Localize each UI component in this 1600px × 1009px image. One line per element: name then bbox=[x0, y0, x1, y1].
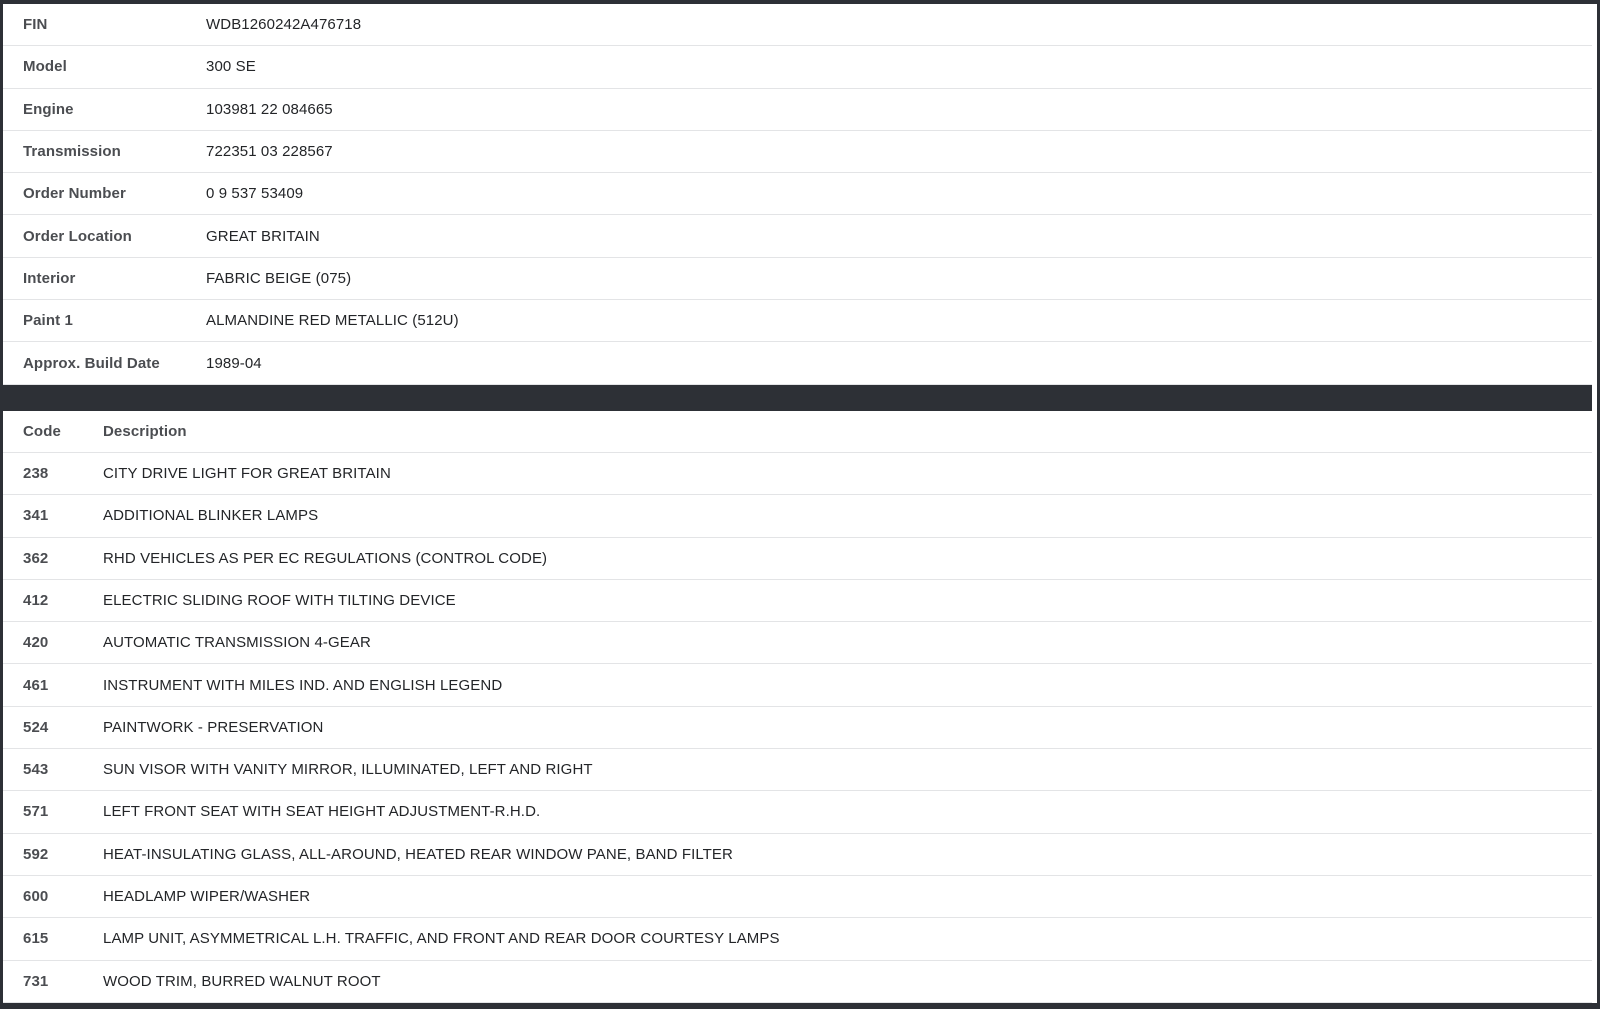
spec-label: Approx. Build Date bbox=[23, 354, 160, 372]
table-row bbox=[3, 580, 1592, 622]
spec-value: 722351 03 228567 bbox=[206, 143, 333, 161]
table-row bbox=[3, 918, 1592, 960]
option-description: PAINTWORK - PRESERVATION bbox=[103, 718, 324, 736]
spec-label: Order Number bbox=[23, 185, 126, 203]
table-row bbox=[3, 258, 1592, 300]
spec-label: Order Location bbox=[23, 227, 132, 245]
options-header-row bbox=[3, 411, 1592, 453]
table-row bbox=[3, 89, 1592, 131]
table-row bbox=[3, 707, 1592, 749]
option-code: 615 bbox=[23, 930, 49, 948]
section-divider bbox=[3, 385, 1592, 411]
option-code: 461 bbox=[23, 676, 49, 694]
table-row bbox=[3, 664, 1592, 706]
spec-value: 103981 22 084665 bbox=[206, 100, 333, 118]
option-code: 412 bbox=[23, 592, 49, 609]
option-description: LEFT FRONT SEAT WITH SEAT HEIGHT ADJUSTMENT-R.H.D. bbox=[103, 803, 541, 821]
table-row bbox=[3, 791, 1592, 833]
spec-label: FIN bbox=[23, 16, 48, 34]
table-row bbox=[3, 215, 1592, 257]
description-column-header: Description bbox=[103, 422, 187, 440]
spec-label: Interior bbox=[23, 269, 76, 287]
spec-value: FABRIC BEIGE (075) bbox=[206, 269, 352, 287]
spec-label: Engine bbox=[23, 100, 74, 118]
option-description: LAMP UNIT, ASYMMETRICAL L.H. TRAFFIC, AND FRONT AND REAR DOOR COURTESY LAMPS bbox=[103, 930, 780, 948]
options-table bbox=[3, 411, 1597, 1003]
spec-value: 300 SE bbox=[206, 58, 256, 76]
option-code: 524 bbox=[23, 718, 49, 736]
option-code: 543 bbox=[23, 761, 49, 779]
table-row bbox=[3, 453, 1592, 495]
option-code: 600 bbox=[23, 888, 49, 906]
spec-value: ALMANDINE RED METALLIC (512U) bbox=[206, 312, 459, 330]
option-description: RHD VEHICLES AS PER EC REGULATIONS (CONTROL CODE) bbox=[103, 549, 548, 567]
table-row bbox=[3, 876, 1592, 918]
code-column-header: Code bbox=[23, 422, 61, 440]
option-description: INSTRUMENT WITH MILES IND. AND ENGLISH LEGEND bbox=[103, 676, 503, 694]
table-row bbox=[3, 961, 1592, 1003]
table-row bbox=[3, 749, 1592, 791]
option-description: HEAT-INSULATING GLASS, ALL-AROUND, HEATED REAR WINDOW PANE, BAND FILTER bbox=[103, 845, 733, 863]
option-description: SUN VISOR WITH VANITY MIRROR, ILLUMINATED, LEFT AND RIGHT bbox=[103, 761, 593, 779]
vehicle-info-table bbox=[3, 4, 1597, 385]
table-row bbox=[3, 46, 1592, 88]
table-row bbox=[3, 342, 1592, 384]
table-row bbox=[3, 538, 1592, 580]
option-description: ELECTRIC SLIDING ROOF WITH TILTING DEVICE bbox=[103, 592, 456, 609]
spec-value: GREAT BRITAIN bbox=[206, 227, 320, 245]
table-row bbox=[3, 495, 1592, 537]
spec-label: Transmission bbox=[23, 143, 121, 161]
spec-value: 0 9 537 53409 bbox=[206, 185, 304, 203]
option-code: 420 bbox=[23, 634, 49, 652]
option-description: WOOD TRIM, BURRED WALNUT ROOT bbox=[103, 972, 381, 990]
option-description: ADDITIONAL BLINKER LAMPS bbox=[103, 507, 319, 525]
option-code: 362 bbox=[23, 549, 49, 567]
table-row bbox=[3, 173, 1592, 215]
vehicle-info-rows bbox=[3, 4, 1597, 385]
spec-label: Paint 1 bbox=[23, 312, 73, 330]
option-code: 592 bbox=[23, 845, 49, 863]
table-row bbox=[3, 4, 1592, 46]
option-code: 238 bbox=[23, 465, 49, 483]
table-row bbox=[3, 131, 1592, 173]
spec-value: WDB1260242A476718 bbox=[206, 16, 362, 34]
option-code: 341 bbox=[23, 507, 49, 525]
option-code-rows bbox=[3, 453, 1597, 1003]
option-description: HEADLAMP WIPER/WASHER bbox=[103, 888, 311, 906]
table-row bbox=[3, 834, 1592, 876]
table-row bbox=[3, 622, 1592, 664]
option-code: 731 bbox=[23, 972, 49, 990]
spec-label: Model bbox=[23, 58, 67, 76]
option-code: 571 bbox=[23, 803, 49, 821]
option-description: CITY DRIVE LIGHT FOR GREAT BRITAIN bbox=[103, 465, 391, 483]
option-description: AUTOMATIC TRANSMISSION 4-GEAR bbox=[103, 634, 371, 652]
spec-value: 1989-04 bbox=[206, 354, 262, 372]
table-row bbox=[3, 300, 1592, 342]
